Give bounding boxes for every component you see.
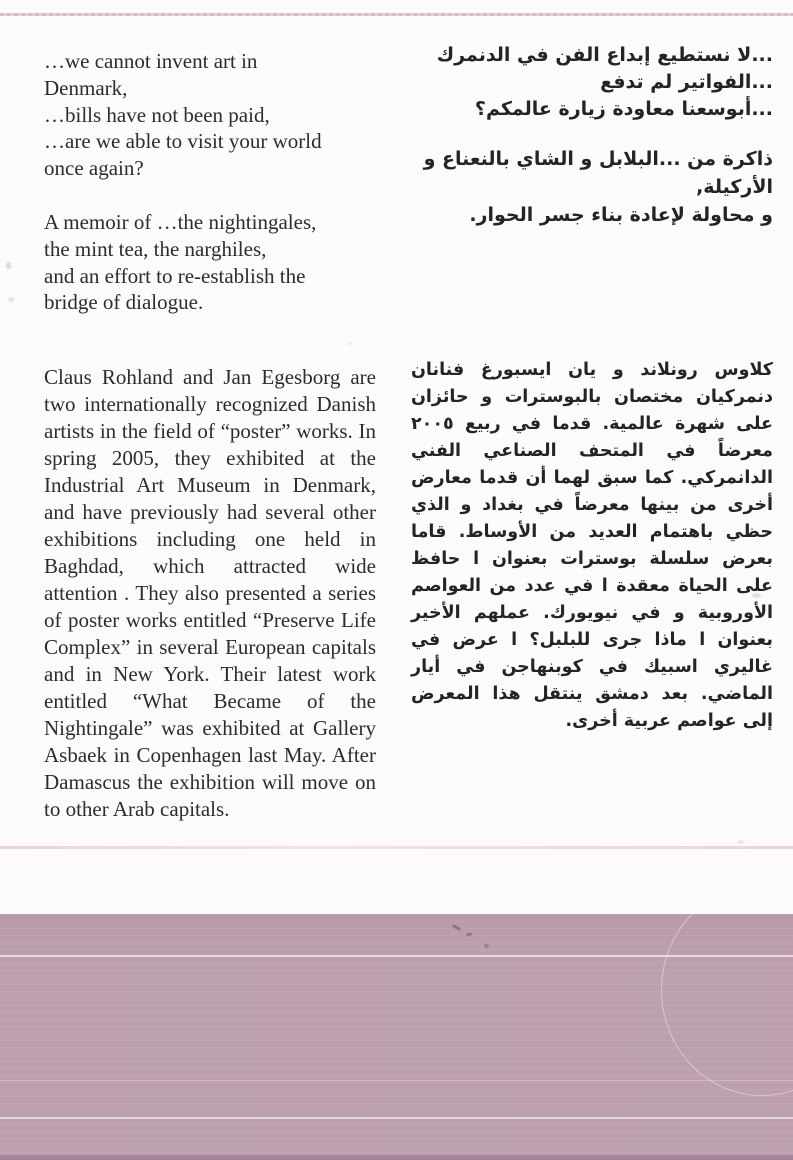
english-intro-poem <box>44 48 380 182</box>
poem-line-ar: ...الفواتير لم تدفع <box>600 71 773 93</box>
footer-faint-line <box>0 1080 793 1081</box>
poem-line: …bills have not been paid, <box>44 102 270 127</box>
scan-speck <box>737 840 744 844</box>
scan-speck <box>348 342 352 345</box>
poem-line: once again? <box>44 156 144 181</box>
scan-speck <box>8 297 14 302</box>
poem-line: Denmark, <box>44 75 128 100</box>
poem-line-ar: ...لا نستطيع إبداع الفن في الدنمرك <box>436 44 773 66</box>
memoir-line: A memoir of …the nightingales, <box>44 210 317 234</box>
poem-line-ar: ...أبوسعنا معاودة زيارة عالمكم؟ <box>474 98 773 120</box>
poem-line: …we cannot invent art in <box>44 49 258 73</box>
memoir-line-ar: و محاولة لإعادة بناء جسر الحوار. <box>469 204 773 226</box>
footer-light-line <box>0 1117 793 1119</box>
mauve-footer-band <box>0 914 793 1160</box>
memoir-line: bridge of dialogue. <box>44 290 204 315</box>
mid-page-crease-line <box>0 846 793 849</box>
memoir-line-ar: الأركيلة, <box>696 176 773 198</box>
arabic-intro-poem <box>415 42 773 123</box>
arabic-artist-bio-paragraph: كلاوس رونلاند و يان ايسبورغ فنانان دنمركيان مختصان بالبوسترات و حائزان على شهرة عالمية. قدما في ربيع ٢٠٠٥ معرضاً في المتحف الصناعي الفني الدانمركي. كما سبق لهما أن قدما معارض أخرى من بينها معرضاً في بغداد و الذي حظي باهتمام العديد من الأوساط. قاما بعرض سلسلة بوسترات بعنوان ا حافظ على الحياة معقدة ا في عدد من العواصم الأوروبية و في نيويورك. عملهم الأخير بعنوان ا ماذا جرى للبلبل؟ ا عرض في غاليري اسبيك في كوبنهاجن في أيار الماضي. بعد دمشق ينتقل هذا المعرض إلى عواصم عربية أخرى. <box>411 360 773 731</box>
memoir-line-ar: ذاكرة من ...البلابل و الشاي بالنعناع و <box>423 148 773 170</box>
english-artist-bio-paragraph: Claus Rohland and Jan Egesborg are two internationally recognized Danish artists in the field of “poster” works. In spring 2005, they exhibited at the Industrial Art Museum in Denmark, and have previously had several other exhibitions including one held in Baghdad, which attracted wide attention . They also presented a series of poster works entitled “Preserve Life Complex” in several European capitals and in New York. Their latest work entitled “What Became of the Nightingale” was exhibited at Gallery Asbaek in Copenhagen last May. After Damascus the exhibition will move on to other Arab capitals. <box>44 365 376 821</box>
scan-speck <box>6 262 11 269</box>
poem-line: …are we able to visit your world <box>44 129 322 154</box>
top-pink-rule <box>0 13 793 16</box>
english-memoir-lines <box>44 209 380 316</box>
arabic-memoir-lines <box>415 145 773 229</box>
footer-light-line <box>0 955 793 957</box>
memoir-line: the mint tea, the narghiles, <box>44 236 267 261</box>
memoir-line: and an effort to re-establish the <box>44 263 306 288</box>
footer-bottom-edge <box>0 1155 793 1160</box>
